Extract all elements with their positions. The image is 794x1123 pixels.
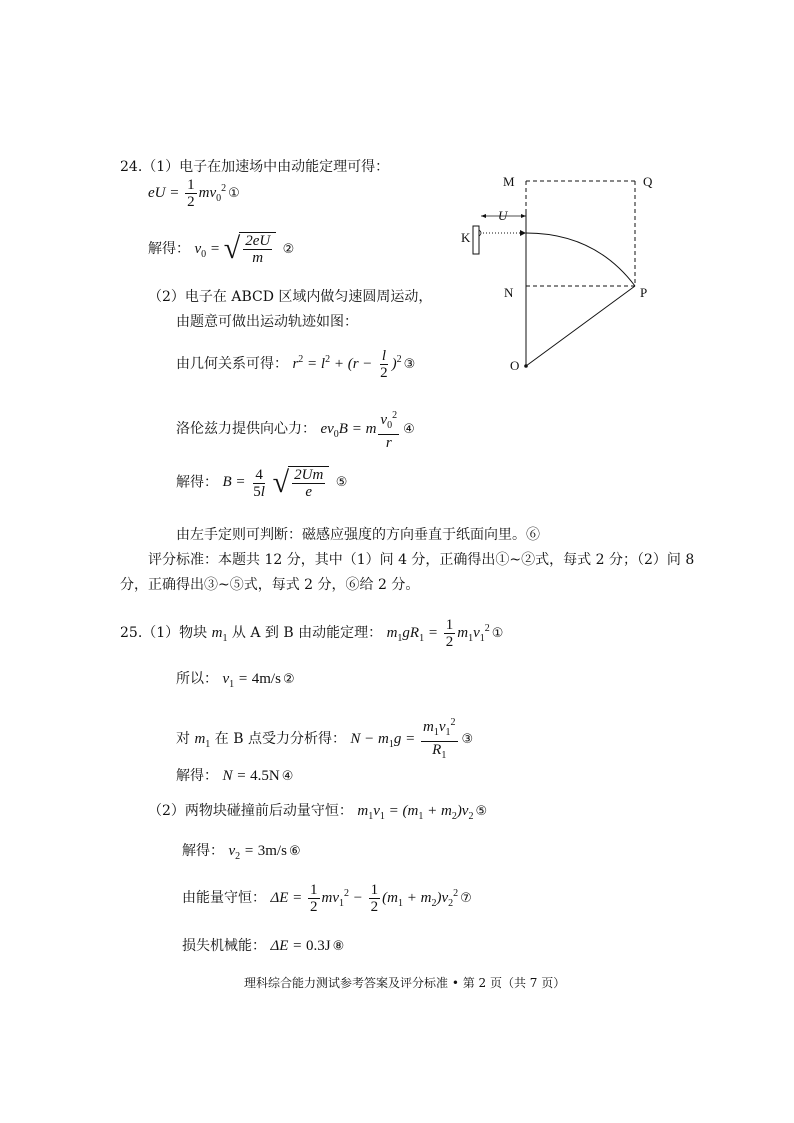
geo-label: 由几何关系可得： [176, 355, 288, 372]
eq-25-7: 由能量守恒： ΔE = $\frac{1}{2}$ $mv_1^2$ − $\frac{1}{2}$ $(m_1 + m_2)v_2^2$ ⑦ [182, 882, 472, 915]
eq-25-5: （2）两物块碰撞前后动量守恒： $m_1v_1 = (m_1 + m_2)v_2$ ⑤ [148, 803, 488, 822]
momentum-label: （2）两物块碰撞前后动量守恒： [148, 803, 353, 819]
eq-2: 解得： $v_0$ = √ $\frac{2eU}{m}$ ② [148, 232, 295, 266]
solve-label: 解得： [148, 241, 190, 257]
eq-25-3: 对 $m_1$ 在 B 点受力分析得： $N - m_1g$ = $\frac{m_1v_1^2}{R_1}$ ③ [176, 717, 474, 761]
loss-label: 损失机械能： [182, 938, 266, 954]
force-analysis-label: 在 B 点受力分析得： [214, 730, 346, 747]
eq-1: eU = $\frac{1}{2}$ $mv_0^2$ ① [148, 177, 240, 210]
label-P: P [640, 285, 648, 300]
eq-5: 解得： B = $\frac{4}{5l}$ √ $\frac{2Um}{e}$ ⑤ [176, 466, 348, 500]
q24-part2-text-b: 由题意可做出运动轨迹如图： [176, 314, 358, 330]
eq-4: 洛伦兹力提供向心力： $ev_0B = m$ $\frac{v_0^2}{r}$ ④ [176, 410, 415, 451]
trajectory-diagram [455, 168, 665, 378]
so-label: 所以： [176, 671, 218, 687]
solve-label: 解得： [176, 474, 218, 491]
label-N: N [504, 285, 514, 300]
eq-25-8: 损失机械能： ΔE = 0.3J ⑧ [182, 938, 345, 954]
label-O: O [510, 358, 520, 373]
left-hand-rule-text: 由左手定则可判断：磁感应强度的方向垂直于纸面向里。⑥ [176, 527, 540, 543]
eq-25-4: 解得： N = 4.5N ④ [176, 768, 294, 784]
score-text-2: 分，正确得出③~⑤式，每式 2 分，⑥给 2 分。 [120, 577, 420, 593]
label-Q: Q [643, 174, 653, 189]
label-U: U [498, 208, 508, 223]
eq-3: 由几何关系可得： $r^2 = l^2 + (r$ − $\frac{l}{2}$ )$^2$ ③ [176, 348, 416, 381]
lorentz-label: 洛伦兹力提供向心力： [176, 420, 316, 437]
eq-25-2: 所以： $v_1 = 4m/s$ ② [176, 671, 295, 690]
eq-25-1: 25.（1）物块 $m_1$ 从 A 到 B 由动能定理： $m_1gR_1$ = $\frac{1}{2}$ $m_1v_1^2$ ① [120, 617, 504, 650]
score-text-1: 评分标准：本题共 12 分，其中（1）问 4 分，正确得出①~②式，每式 2 分；（2）问 8 [148, 552, 695, 568]
dui-label: 对 [176, 730, 190, 747]
page-footer: 理科综合能力测试参考答案及评分标准 • 第 2 页（共 7 页） [244, 976, 566, 990]
label-M: M [503, 174, 515, 189]
label-K: K [461, 230, 471, 245]
solve-label: 解得： [182, 843, 224, 859]
energy-label: 由能量守恒： [182, 889, 266, 906]
q25-text-a: 25.（1）物块 [120, 624, 208, 641]
q25-text-b: 从 A 到 B 由动能定理： [231, 624, 383, 641]
q24-part1-text: 24.（1）电子在加速场中由动能定理可得： [120, 159, 390, 175]
eq-25-6: 解得： $v_2 = 3m/s$ ⑥ [182, 843, 301, 862]
q24-part2-text: （2）电子在 ABCD 区域内做匀速圆周运动， [148, 289, 433, 305]
solve-label: 解得： [176, 768, 218, 784]
